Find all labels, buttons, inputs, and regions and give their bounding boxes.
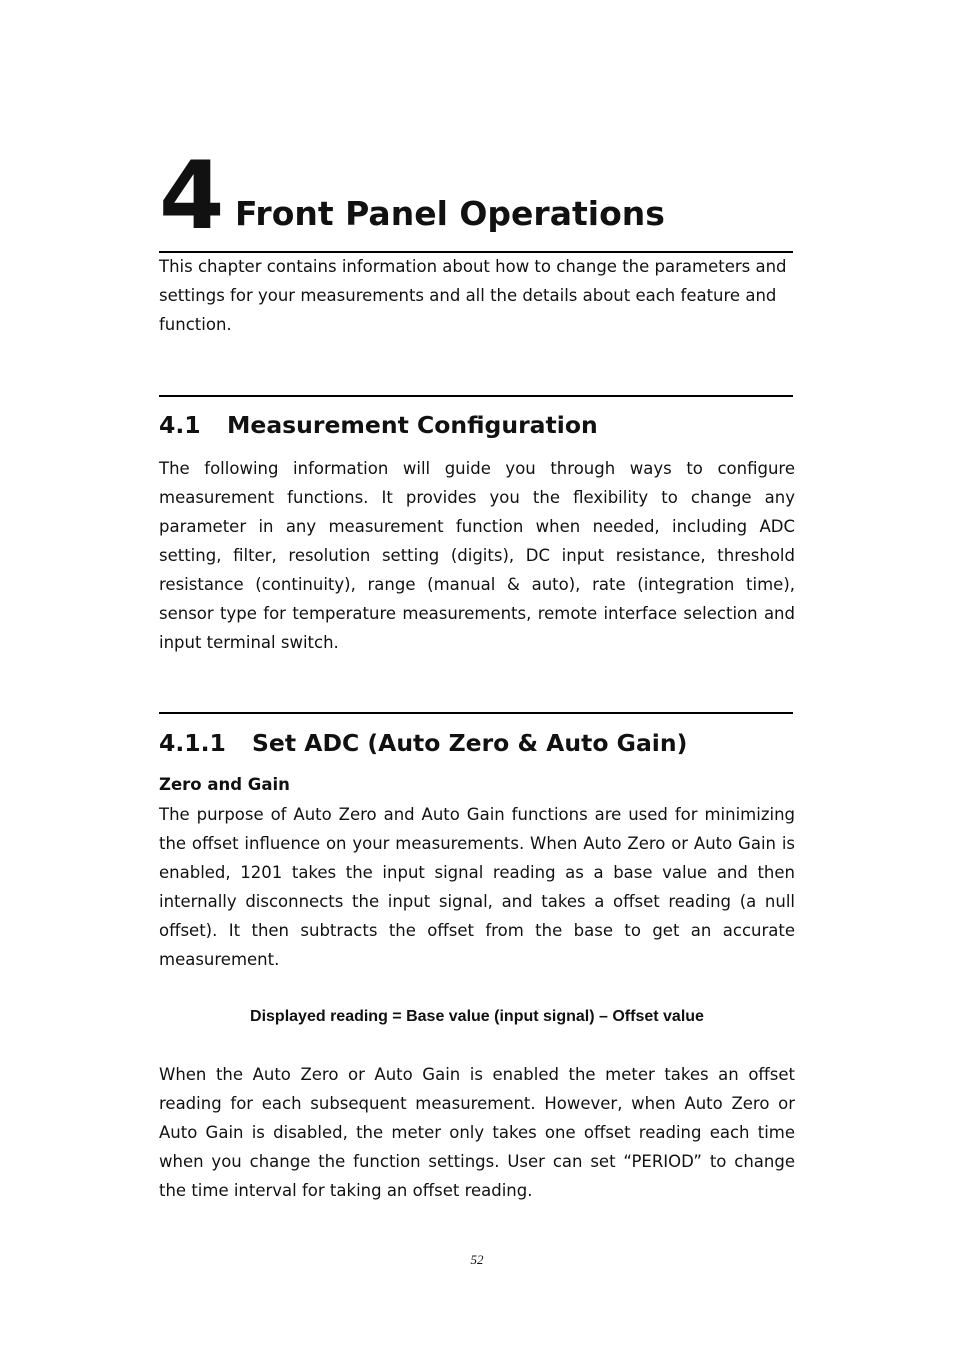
section-heading-4-1-1 <box>159 728 687 758</box>
section-heading-4-1 <box>159 410 598 440</box>
section-4-1-body: The following information will guide you through ways to configure measurement functions. It provides you the flexibility to change any parameter in any measurement function when needed, including ADC setting, filter, resolution setting (digits), DC input resistance, threshold resistance (continuity), range (manual & auto), rate (integration time), sensor type for temperature measurements, remote interface selection and input terminal switch. <box>159 459 795 652</box>
chapter-header <box>159 142 795 251</box>
chapter-number: 4 <box>159 142 223 251</box>
subheading-zero-and-gain: Zero and Gain <box>159 775 290 794</box>
section-4-1-1-body-1: The purpose of Auto Zero and Auto Gain functions are used for minimizing the offset influence on your measurements. When Auto Zero or Auto Gain is enabled, 1201 takes the input signal reading as a base value and then internally disconnects the input signal, and takes a offset reading (a null offset). It then subtracts the offset from the base to get an accurate measurement. <box>159 805 795 969</box>
section-title: Measurement Configuration <box>227 411 598 439</box>
subsection-divider <box>159 712 793 714</box>
section-divider <box>159 395 793 397</box>
page-number: 52 <box>470 1252 484 1267</box>
section-number: 4.1 <box>159 411 201 439</box>
section-4-1-1-body-2: When the Auto Zero or Auto Gain is enabled the meter takes an offset reading for each subsequent measurement. However, when Auto Zero or Auto Gain is disabled, the meter only takes one offset reading each time when you change the function settings. User can set “PERIOD” to change the time interval for taking an offset reading. <box>159 1065 795 1200</box>
formula: Displayed reading = Base value (input signal) – Offset value <box>250 1008 704 1025</box>
chapter-title: Front Panel Operations <box>235 194 665 233</box>
section-number: 4.1.1 <box>159 729 226 757</box>
chapter-intro: This chapter contains information about how to change the parameters and settings for your measurements and all the details about each feature and function. <box>159 257 787 334</box>
section-title: Set ADC (Auto Zero & Auto Gain) <box>252 729 688 757</box>
